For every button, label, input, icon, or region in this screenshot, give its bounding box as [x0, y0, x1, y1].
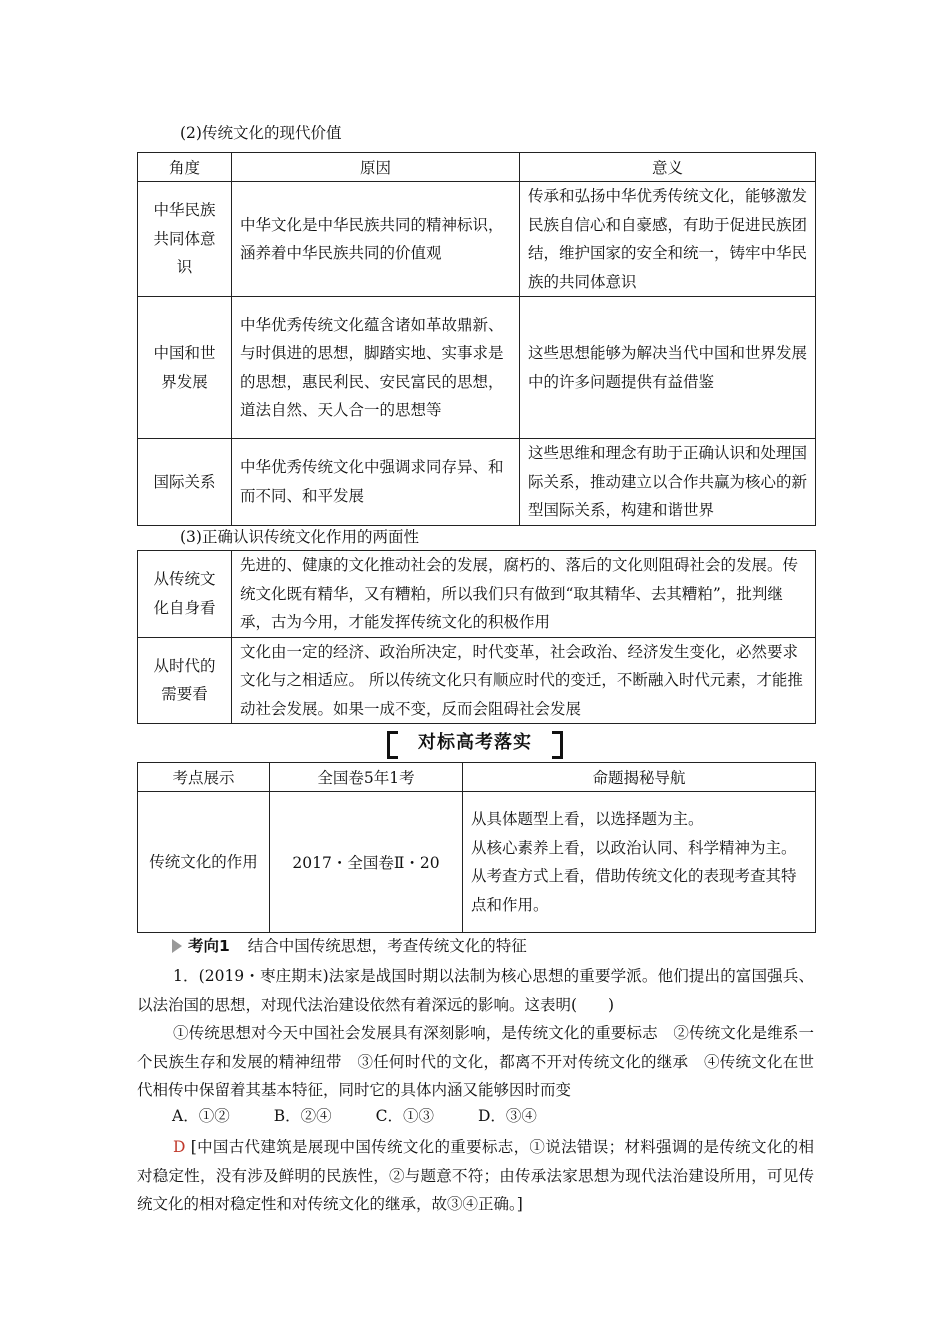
- right-bracket-icon: [552, 731, 563, 759]
- row-label: 从传统文化自身看: [138, 551, 232, 638]
- table-header-row: [138, 153, 816, 182]
- table-row: [138, 792, 816, 933]
- exam-count: 2017・全国卷Ⅱ・20: [270, 792, 463, 933]
- header-angle: 角度: [138, 153, 232, 182]
- nav-line: 从考查方式上看，借助传统文化的表现考查其特点和作用。: [471, 867, 797, 914]
- section2-title: (2)传统文化的现代价值: [180, 124, 342, 142]
- table-row: [138, 439, 816, 526]
- header-nav: 命题揭秘导航: [463, 763, 816, 792]
- row-label: 从时代的需要看: [138, 637, 232, 724]
- row-angle: 中华民族共同体意识: [138, 182, 232, 297]
- question-stem: 1．(2019・枣庄期末)法家是战国时期以法制为核心思想的重要学派。他们提出的富国强兵、以法治国的思想，对现代法治建设依然有着深远的影响。这表明( ): [137, 967, 814, 1014]
- exam-nav: [463, 792, 816, 933]
- banner-title: 对标高考落实: [418, 732, 532, 753]
- option-b: B．②④: [273, 1107, 332, 1125]
- exam-point: 传统文化的作用: [138, 792, 270, 933]
- table-row: [138, 182, 816, 297]
- row-angle: 中国和世界发展: [138, 297, 232, 439]
- exam-table: [137, 762, 816, 933]
- row-reason: 中华文化是中华民族共同的精神标识，涵养着中华民族共同的价值观: [232, 182, 520, 297]
- kaoxiang-text: 结合中国传统思想，考查传统文化的特征: [247, 937, 527, 955]
- header-reason: 原因: [232, 153, 520, 182]
- row-reason: 中华优秀传统文化蕴含诸如革故鼎新、与时俱进的思想，脚踏实地、实事求是的思想，惠民利民、安民富民的思想，道法自然、天人合一的思想等: [232, 297, 520, 439]
- section-banner: [387, 729, 563, 757]
- section3-title: (3)正确认识传统文化作用的两面性: [180, 528, 419, 546]
- row-meaning: 传承和弘扬中华优秀传统文化，能够激发民族自信心和自豪感，有助于促进民族团结，维护国家的安全和统一，铸牢中华民族的共同体意识: [520, 182, 816, 297]
- nav-line: 从具体题型上看，以选择题为主。: [471, 810, 704, 828]
- option-a: A．①②: [172, 1107, 230, 1125]
- kaoxiang-heading: [172, 934, 527, 956]
- row-text: 先进的、健康的文化推动社会的发展，腐朽的、落后的文化则阻碍社会的发展。传统文化既有精华，又有糟粕，所以我们只有做到“取其精华、去其糟粕”，批判继承，古为今用，才能发挥传统文化的积极作用: [232, 551, 816, 638]
- row-meaning: 这些思想能够为解决当代中国和世界发展中的许多问题提供有益借鉴: [520, 297, 816, 439]
- answer-block: [137, 1133, 814, 1219]
- question-statements: ①传统思想对今天中国社会发展具有深刻影响，是传统文化的重要标志 ②传统文化是维系一个民族生存和发展的精神纽带 ③任何时代的文化，都离不开对传统文化的继承 ④传统文化在世代相传中保留着其基本特征，同时它的具体内涵又能够因时而变: [137, 1024, 814, 1099]
- left-bracket-icon: [387, 731, 398, 759]
- answer-letter: D: [173, 1138, 186, 1156]
- question-options: [172, 1104, 537, 1126]
- row-meaning: 这些思维和理念有助于正确认识和处理国际关系，推动建立以合作共赢为核心的新型国际关系，构建和谐世界: [520, 439, 816, 526]
- modern-value-table: [137, 152, 816, 526]
- kaoxiang-label: 考向1: [188, 937, 230, 955]
- table-header-row: [138, 763, 816, 792]
- two-sides-table: [137, 550, 816, 724]
- option-c: C．①③: [375, 1107, 434, 1125]
- table-row: [138, 297, 816, 439]
- row-reason: 中华优秀传统文化中强调求同存异、和而不同、和平发展: [232, 439, 520, 526]
- header-meaning: 意义: [520, 153, 816, 182]
- header-exam: 全国卷5年1考: [270, 763, 463, 792]
- row-text: 文化由一定的经济、政治所决定，时代变革，社会政治、经济发生变化，必然要求文化与之相适应。 所以传统文化只有顺应时代的变迁，不断融入时代元素，才能推动社会发展。如果一成不变，反而会阻碍社会发展: [232, 637, 816, 724]
- nav-line: 从核心素养上看，以政治认同、科学精神为主。: [471, 838, 797, 857]
- triangle-icon: [172, 939, 182, 953]
- answer-explanation: [中国古代建筑是展现中国传统文化的重要标志，①说法错误；材料强调的是传统文化的相对稳定性，没有涉及鲜明的民族性，②与题意不符；由传承法家思想为现代法治建设所用，可见传统文化的相对稳定性和对传统文化的继承，故③④正确。]: [137, 1138, 814, 1213]
- header-point: 考点展示: [138, 763, 270, 792]
- row-angle: 国际关系: [138, 439, 232, 526]
- table-row: [138, 637, 816, 724]
- table-row: [138, 551, 816, 638]
- option-d: D．③④: [477, 1107, 537, 1125]
